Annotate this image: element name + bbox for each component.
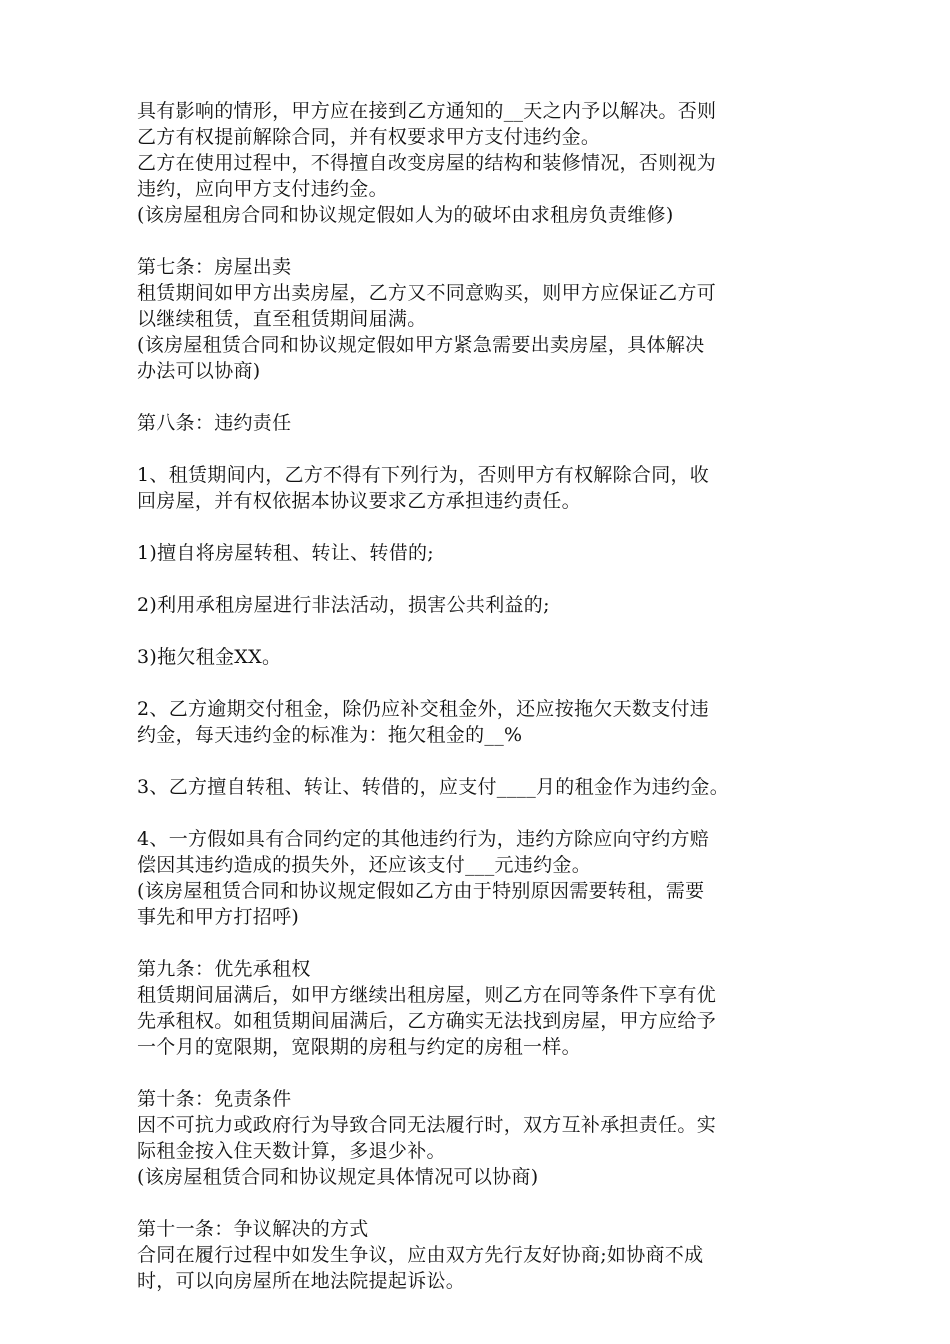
text-line: 因不可抗力或政府行为导致合同无法履行时，双方互补承担责任。实 — [137, 1114, 717, 1136]
blank-line — [137, 748, 817, 774]
text-line: (该房屋租房合同和协议规定假如人为的破坏由求租房负责维修) — [137, 204, 674, 226]
text-line: 际租金按入住天数计算，多退少补。 — [137, 1140, 446, 1162]
text-line: 2)利用承租房屋进行非法活动，损害公共利益的; — [137, 594, 550, 616]
text-line: (该房屋租赁合同和协议规定假如甲方紧急需要出卖房屋，具体解决 — [137, 334, 705, 356]
blank-line — [137, 514, 817, 540]
text-line: 3、乙方擅自转租、转让、转借的，应支付____月的租金作为违约金。 — [137, 776, 729, 798]
blank-line — [137, 1190, 817, 1216]
blank-line — [137, 228, 817, 254]
text-line: 1、租赁期间内，乙方不得有下列行为，否则甲方有权解除合同，收 — [137, 464, 710, 486]
document-body — [137, 98, 817, 1294]
text-line: 时，可以向房屋所在地法院提起诉讼。 — [137, 1270, 466, 1292]
section-heading: 第八条：违约责任 — [137, 412, 292, 434]
blank-line — [137, 384, 817, 410]
blank-line — [137, 436, 817, 462]
text-line: 2、乙方逾期交付租金，除仍应补交租金外，还应按拖欠天数支付违 — [137, 698, 710, 720]
text-line: 3)拖欠租金XX。 — [137, 646, 282, 668]
text-line: 事先和甲方打招呼) — [137, 906, 300, 928]
blank-line — [137, 670, 817, 696]
text-line: 回房屋，并有权依据本协议要求乙方承担违约责任。 — [137, 490, 581, 512]
text-line: 4、一方假如具有合同约定的其他违约行为，违约方除应向守约方赔 — [137, 828, 710, 850]
blank-line — [137, 800, 817, 826]
text-line: 租赁期间如甲方出卖房屋，乙方又不同意购买，则甲方应保证乙方可 — [137, 282, 717, 304]
text-line: 乙方有权提前解除合同，并有权要求甲方支付违约金。 — [137, 126, 601, 148]
blank-line — [137, 618, 817, 644]
text-line: 一个月的宽限期，宽限期的房租与约定的房租一样。 — [137, 1036, 581, 1058]
text-line: (该房屋租赁合同和协议规定假如乙方由于特别原因需要转租，需要 — [137, 880, 705, 902]
text-line: 以继续租赁，直至租赁期间届满。 — [137, 308, 427, 330]
text-line: 先承租权。如租赁期间届满后，乙方确实无法找到房屋，甲方应给予 — [137, 1010, 717, 1032]
text-line: 合同在履行过程中如发生争议，应由双方先行友好协商;如协商不成 — [137, 1244, 704, 1266]
blank-line — [137, 566, 817, 592]
text-line: 办法可以协商) — [137, 360, 261, 382]
text-line: 偿因其违约造成的损失外，还应该支付___元违约金。 — [137, 854, 592, 876]
blank-line — [137, 930, 817, 956]
section-heading: 第十一条：争议解决的方式 — [137, 1218, 369, 1240]
section-heading: 第十条：免责条件 — [137, 1088, 292, 1110]
blank-line — [137, 1060, 817, 1086]
section-heading: 第七条：房屋出卖 — [137, 256, 292, 278]
text-line: 1)擅自将房屋转租、转让、转借的; — [137, 542, 435, 564]
text-line: 租赁期间届满后，如甲方继续出租房屋，则乙方在同等条件下享有优 — [137, 984, 717, 1006]
text-line: 具有影响的情形，甲方应在接到乙方通知的__天之内予以解决。否则 — [137, 100, 717, 122]
section-heading: 第九条：优先承租权 — [137, 958, 311, 980]
text-line: 违约，应向甲方支付违约金。 — [137, 178, 388, 200]
text-line: 乙方在使用过程中，不得擅自改变房屋的结构和装修情况，否则视为 — [137, 152, 717, 174]
text-line: 约金，每天违约金的标准为：拖欠租金的__% — [137, 724, 523, 746]
text-line: (该房屋租赁合同和协议规定具体情况可以协商) — [137, 1166, 539, 1188]
